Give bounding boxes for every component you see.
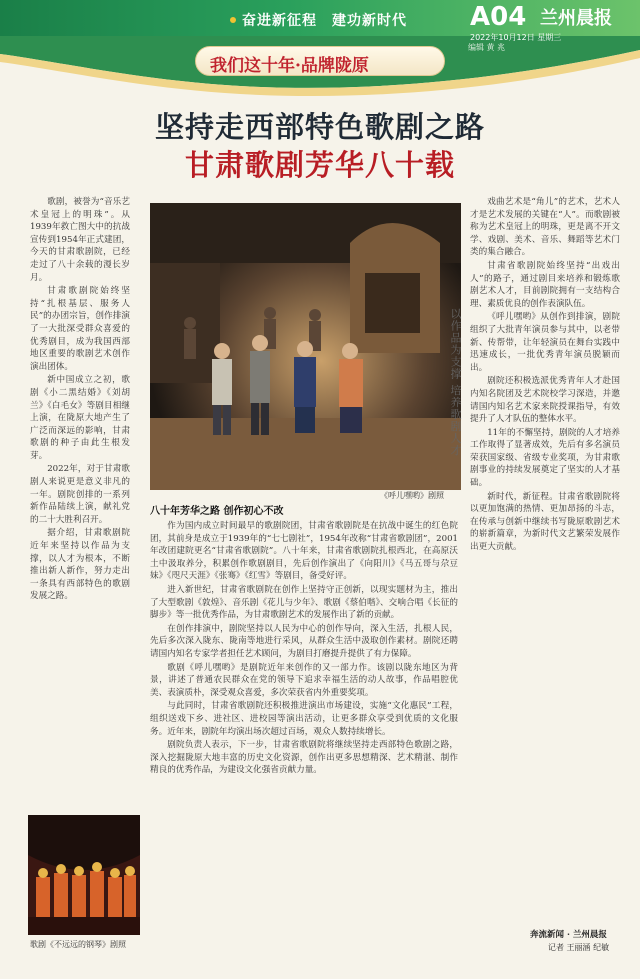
- left-paragraph: 甘肃歌剧院始终坚持“扎根基层、服务人民”的办团宗旨，创作排演了一大批深受群众喜爱的优秀剧目，成为我国西部地区重要的歌剧艺术创作演出团体。: [30, 286, 130, 372]
- slogan-bullet-icon: [230, 17, 236, 23]
- left-paragraph: 2022年，对于甘肃歌剧人来说更是意义非凡的一年。剧院创排的一系列新作品陆续上演，献礼党的二十大胜利召开。: [30, 464, 130, 525]
- right-paragraph: 剧院还积极选派优秀青年人才赴国内知名院团及艺术院校学习深造，并邀请国内知名艺术家来院授课指导，有效提升了人才队伍的整体水平。: [470, 376, 620, 425]
- right-paragraph: 新时代，新征程。甘肃省歌剧院将以更加饱满的热情、更加昂扬的斗志，在传承与创新中继续书写陇原歌剧艺术的崭新篇章，为新时代文艺繁荣发展作出更大贡献。: [470, 491, 620, 553]
- middle-paragraph: 歌剧《呼儿嘿哟》是剧院近年来创作的又一部力作。该剧以陇东地区为背景，讲述了普通农民群众在党的领导下追求幸福生活的动人故事，作品唱腔优美、表演质朴，深受观众喜爱，多次荣获省内外重要奖项。: [150, 662, 458, 698]
- news-source: 奔流新闻 · 兰州晨报: [530, 930, 607, 940]
- right-paragraph: 甘肃省歌剧院始终坚持“出戏出人”的路子，通过剧目来培养和锻炼歌剧艺术人才，目前剧院拥有一支结构合理、素质优良的创作表演队伍。: [470, 260, 620, 309]
- choir-scene-illustration: [28, 815, 140, 935]
- secondary-stage-photo: [28, 815, 140, 935]
- right-paragraph: 《呼儿嘿哟》从创作到排演，剧院组织了大批青年演员参与其中，以老带新、传帮带，让年轻演员在舞台实践中迅速成长，一批优秀青年演员脱颖而出。: [470, 312, 620, 373]
- middle-column: [150, 520, 458, 928]
- stage-scene-illustration: [150, 203, 461, 490]
- column-title: 我们这十年·品牌陇原: [210, 56, 369, 76]
- middle-paragraph: 进入新世纪，甘肃省歌剧院在创作上坚持守正创新，以现实题材为主，推出了大型歌剧《敦煌》、音乐剧《花儿与少年》、歌剧《蔡伯喈》、交响合唱《长征的脚步》等一批优秀作品，为甘肃歌剧艺术的发展作出了新的贡献。: [150, 584, 458, 621]
- main-photo-caption: 《呼儿嘿哟》剧照: [380, 491, 444, 500]
- paper-name: 兰州晨报: [540, 8, 612, 29]
- right-paragraph: 11年的不懈坚持，剧院的人才培养工作取得了显著成效，先后有多名演员荣获国家级、省级专业奖项，为甘肃歌剧事业的持续发展奠定了坚实的人才基础。: [470, 427, 620, 489]
- left-column: [30, 196, 130, 812]
- slogan-text: 奋进新征程 建功新时代: [242, 13, 407, 29]
- headline-line-2: 甘肃歌剧芳华八十载: [184, 148, 455, 182]
- vertical-subtitle: 以作品为支撑 培养歌剧人才: [449, 308, 462, 457]
- column-banner: [0, 33, 640, 100]
- middle-paragraph: 剧院负责人表示，下一步，甘肃省歌剧院将继续坚持走西部特色歌剧之路，深入挖掘陇原大地丰富的历史文化资源，创作出更多思想精深、艺术精湛、制作精良的优秀作品，为建设文化强省贡献力量。: [150, 740, 458, 776]
- middle-paragraph: 作为国内成立时间最早的歌剧院团，甘肃省歌剧院是在抗战中诞生的红色院团，其前身是成立于1939年的“七七剧社”，1954年改称“甘肃省歌剧团”，2001年改团建院更名“甘肃省歌剧院”。八十年来，甘肃省歌剧院扎根西北，在高原沃土中汲取养分，积累创作歌剧剧目，先后创作演出了《向阳川》《马五哥与尕豆妹》《咫尺天涯》《张骞》《红雪》等剧目，备受好评。: [150, 521, 458, 582]
- header-slogan: [230, 10, 407, 30]
- right-paragraph: 戏曲艺术是“角儿”的艺术，艺术人才是艺术发展的关键在“人”。而歌剧被称为艺术皇冠上的明珠，更是离不开文学、戏剧、美术、音乐、舞蹈等艺术门类的集合融合。: [470, 197, 620, 258]
- left-paragraph: 据介绍，甘肃歌剧院近年来坚持以作品为支撑，以人才为根本，不断推出新人新作，努力走出一条具有西部特色的歌剧发展之路。: [30, 528, 130, 602]
- byline: 记者 王丽涵 纪敏: [548, 943, 610, 952]
- middle-paragraph: 在创作排演中，剧院坚持以人民为中心的创作导向，深入生活，扎根人民，先后多次深入陇东、陇南等地进行采风，从群众生活中汲取创作素材。剧院还聘请国内知名专家学者担任艺术顾问，为剧目打磨提升提供了有力保障。: [150, 623, 458, 659]
- headline: [0, 108, 640, 184]
- section-subhead: 八十年芳华之路 创作初心不改: [150, 506, 284, 517]
- middle-paragraph: 与此同时，甘肃省歌剧院还积极推进演出市场建设，实施“文化惠民”工程，组织送戏下乡、进社区、进校园等演出活动，让更多群众享受到优质的文化服务。近年来，剧院年均演出场次超过百场，观众人数持续增长。: [150, 701, 458, 737]
- left-paragraph: 新中国成立之初，歌剧《小二黑结婚》《刘胡兰》《白毛女》等剧目相继上演，在陇原大地产生了广泛而深远的影响，甘肃歌剧的种子由此生根发芽。: [30, 375, 130, 461]
- issue-date: 2022年10月12日 星期三: [470, 33, 562, 42]
- right-column: [470, 196, 620, 932]
- headline-line-1: 坚持走西部特色歌剧之路: [154, 110, 485, 144]
- page-number: A04: [470, 2, 527, 32]
- left-paragraph: 歌剧，被誉为“音乐艺术皇冠上的明珠”。从1939年救亡图大中的抗战宣传到1954年正式建团，今天的甘肃歌剧院，已经走过了八十余载的漫长岁月。: [30, 197, 130, 283]
- main-stage-photo: [150, 203, 461, 490]
- editor-line: 编辑 黄 兆: [468, 43, 506, 52]
- secondary-photo-caption: 歌剧《不远远的钢琴》剧照: [30, 940, 126, 949]
